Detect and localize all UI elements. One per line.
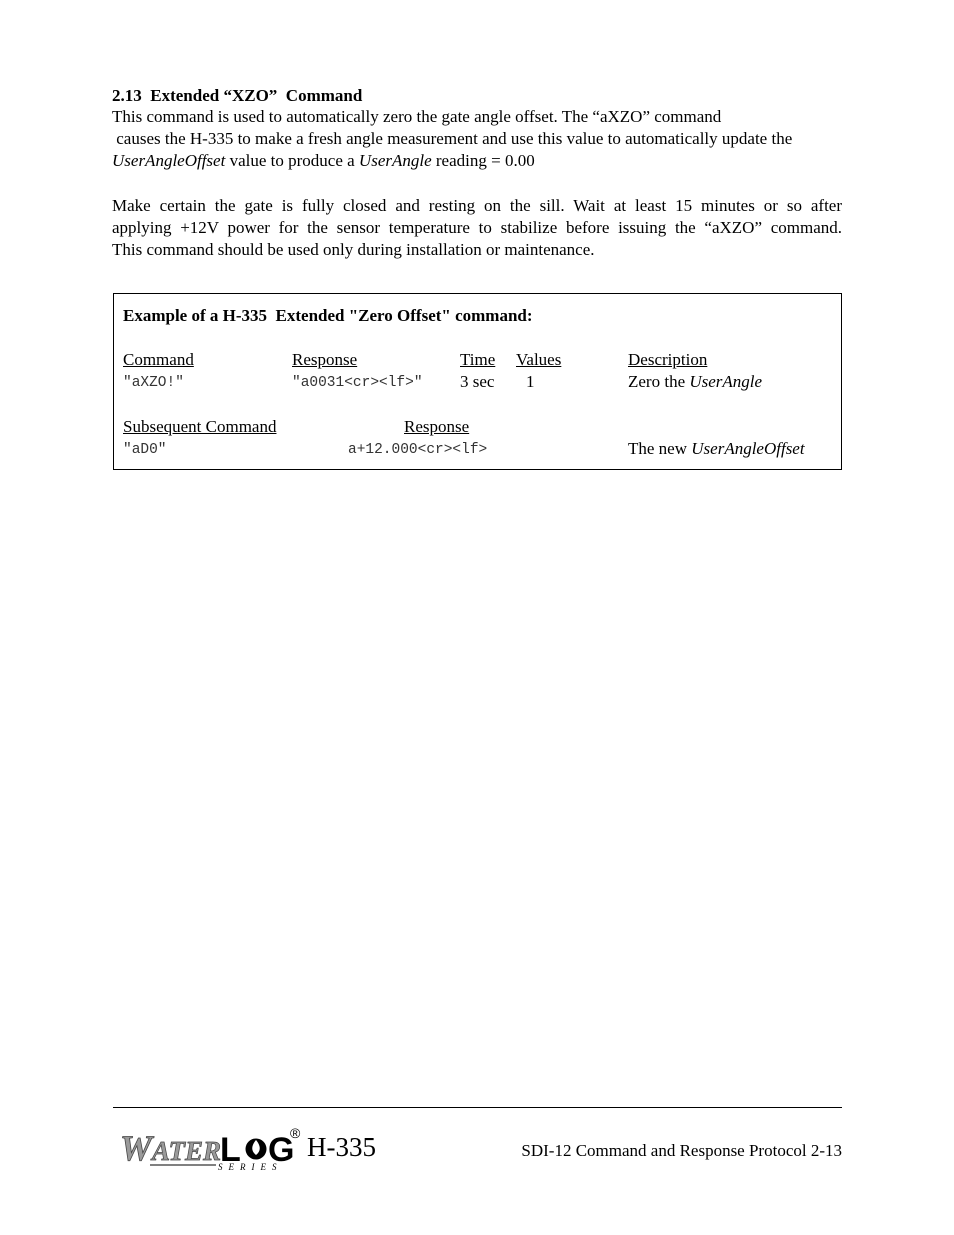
footer-model: H-335 <box>307 1132 376 1162</box>
row1-time: 3 sec <box>460 372 495 391</box>
user-angle-term: UserAngle <box>358 151 432 170</box>
instruction-line-3: This command should be used only during installation or maintenance. <box>112 240 595 259</box>
svg-text:W: W <box>120 1128 153 1168</box>
row2-response: a+12.000<cr><lf> <box>348 442 488 458</box>
footer-page-label: SDI-12 Command and Response Protocol 2-13 <box>521 1141 842 1160</box>
row2-description-term: UserAngleOffset <box>691 439 805 458</box>
intro-line-2: causes the H-335 to make a fresh angle measurement and use this value to automatically update the <box>112 129 793 148</box>
header-time: Time <box>460 350 496 369</box>
header2-response: Response <box>404 417 470 436</box>
row2-command: "aD0" <box>123 442 167 458</box>
intro-line-3-mid: value to produce a <box>225 151 359 170</box>
svg-text:SERIES: SERIES <box>218 1162 283 1172</box>
row1-description-term: UserAngle <box>689 372 763 391</box>
header-response: Response <box>292 350 358 369</box>
row2-description-prefix: The new <box>628 439 692 458</box>
row1-description-prefix: Zero the <box>628 372 690 391</box>
header2-command: Subsequent Command <box>123 417 277 436</box>
svg-text:G: G <box>268 1131 295 1169</box>
footer-rule <box>113 1107 842 1108</box>
intro-line-1: This command is used to automatically zero the gate angle offset. The “aXZO” command <box>112 107 722 126</box>
header-description: Description <box>628 350 708 369</box>
row1-command: "aXZO!" <box>123 375 184 391</box>
svg-text:ATER: ATER <box>152 1136 222 1166</box>
svg-text:L: L <box>220 1131 241 1169</box>
intro-paragraph <box>112 106 842 172</box>
row1-values: 1 <box>526 372 535 391</box>
svg-text:®: ® <box>290 1125 301 1141</box>
instruction-line-2: applying +12V power for the sensor temperature to stabilize before issuing the “aXZO” command. <box>112 218 842 237</box>
user-angle-offset-term: UserAngleOffset <box>112 151 226 170</box>
intro-line-3-end: reading = 0.00 <box>431 151 535 170</box>
row1-description <box>628 372 762 392</box>
example-box <box>113 293 842 470</box>
example-heading: Example of a H-335 Extended "Zero Offset" command: <box>123 306 533 325</box>
header-values: Values <box>516 350 562 369</box>
intro-line-3 <box>112 150 842 172</box>
header-command: Command <box>123 350 194 369</box>
instruction-paragraph <box>112 195 842 261</box>
instruction-line-1: Make certain the gate is fully closed and resting on the sill. Wait at least 15 minutes or so after <box>112 196 842 215</box>
waterlog-logo <box>120 1124 302 1172</box>
section-title: 2.13 Extended “XZO” Command <box>112 86 363 105</box>
row1-response: "a0031<cr><lf>" <box>292 375 423 391</box>
row2-description <box>628 439 805 459</box>
